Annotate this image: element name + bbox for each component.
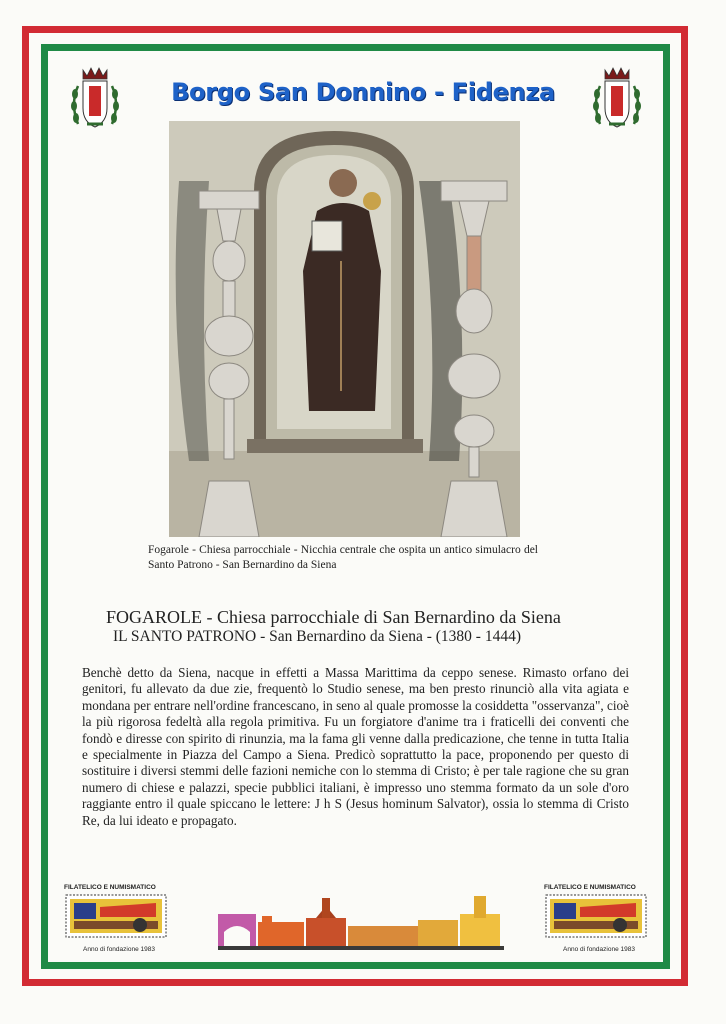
body-paragraph: Benchè detto da Siena, nacque in effetti a Massa Marittima da ceppo senese. Rimasto orfano dei genitori, fu allevato da due zie, frequentò lo Studio senese, ma ben presto rinunciò alla vita agiata e mondana per entrare nell'ordine francescano, in seno al quale promosse la cosiddetta "osservanza", cioè la più rigorosa fedeltà alla regola primitiva. Fu un forgiatore d'anime tra i fraticelli dei conventi che fondò e diresse con spirito di rinunzia, ma la fama gli venne dalla predicazione, che tenne in tutta Italia e specialmente in Piazza del Campo a Siena. Predicò soprattutto la pace, proponendo per questo di sostituire i diversi stemmi delle fazioni nemiche con lo stemma di Cristo; è per tale ragione che su gran numero di chiese e palazzi, specie pubblici italiani, è impresso uno stemma formato da un sole d'oro raggiante entro il quale spiccano le lettere: J h S (Jesus hominum Salvator), ossia lo stemma di Cristo Re, da lui ideato e propagato.	[82, 665, 629, 828]
church-niche-photo	[169, 121, 520, 537]
stamp-footer-text: Anno di fondazione 1983	[563, 946, 635, 953]
stamp-icon	[540, 891, 652, 941]
photo-caption: Fogarole - Chiesa parrocchiale - Nicchia centrale che ospita un antico simulacro del Santo Patrono - San Bernardino da Siena	[148, 544, 538, 571]
stamp-header-text: FILATELICO E NUMISMATICO	[64, 884, 156, 891]
page-title: Borgo San Donnino - Fidenza	[171, 78, 555, 106]
city-skyline-icon	[218, 892, 504, 950]
philatelic-stamp-logo	[540, 884, 658, 960]
stamp-footer-text: Anno di fondazione 1983	[83, 946, 155, 953]
patron-subheading: IL SANTO PATRONO - San Bernardino da Siena - (1380 - 1444)	[113, 628, 521, 645]
church-name: - Chiesa parrocchiale di San Bernardino da Siena	[202, 607, 561, 627]
stamp-icon	[60, 891, 172, 941]
municipal-crest-icon	[66, 64, 124, 138]
section-heading	[106, 607, 666, 628]
stamp-header-text: FILATELICO E NUMISMATICO	[544, 884, 636, 891]
place-name: FOGAROLE	[106, 607, 203, 627]
statue-niche-image	[169, 121, 520, 537]
municipal-crest-icon	[588, 64, 646, 138]
philatelic-stamp-logo	[60, 884, 178, 960]
